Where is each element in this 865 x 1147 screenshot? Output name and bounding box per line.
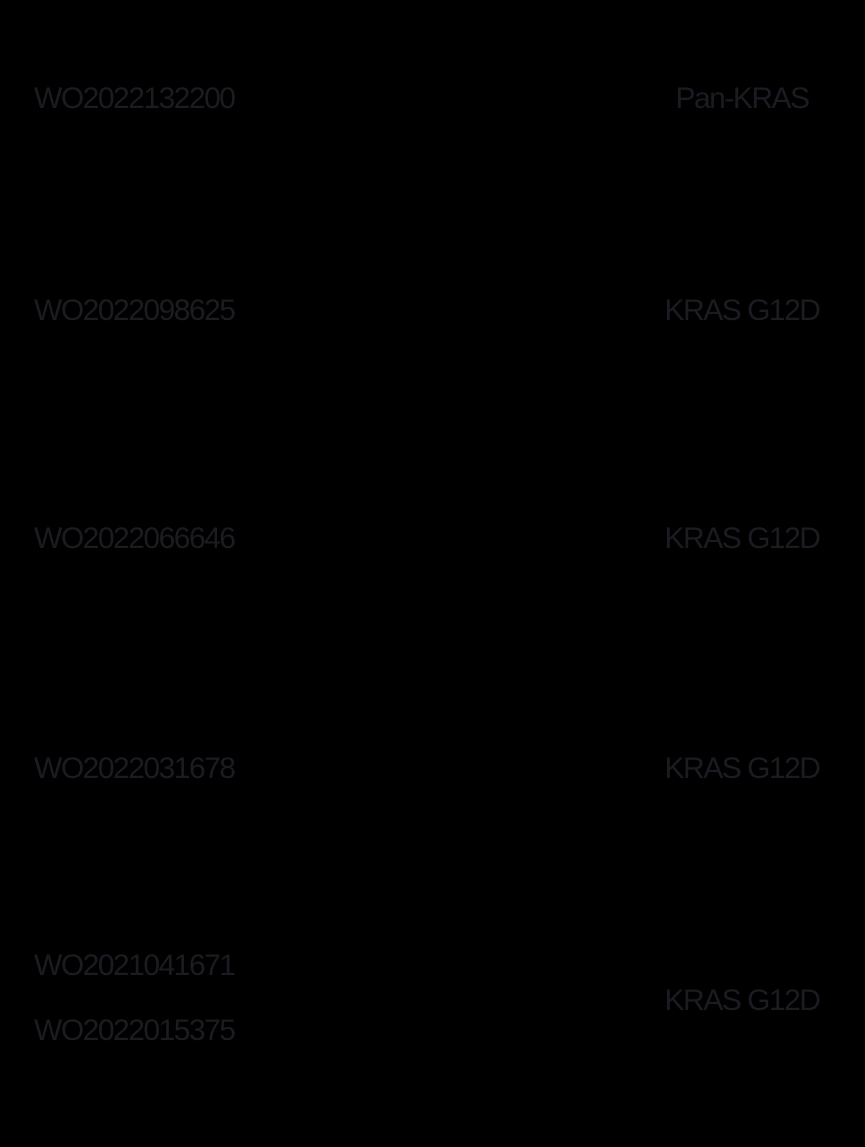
patent-number-row5b: WO2022015375 bbox=[34, 1014, 235, 1047]
target-label-row2: KRAS G12D bbox=[664, 294, 820, 327]
patent-number-row3: WO2022066646 bbox=[34, 522, 235, 555]
patent-number-row5a: WO2021041671 bbox=[34, 949, 235, 982]
patent-number-row1: WO2022132200 bbox=[34, 82, 235, 115]
patent-number-row4: WO2022031678 bbox=[34, 752, 235, 785]
target-label-row1: Pan-KRAS bbox=[675, 82, 809, 115]
target-label-row3: KRAS G12D bbox=[664, 522, 820, 555]
target-label-row5: KRAS G12D bbox=[664, 984, 820, 1017]
target-label-row4: KRAS G12D bbox=[664, 752, 820, 785]
patent-number-row2: WO2022098625 bbox=[34, 294, 235, 327]
